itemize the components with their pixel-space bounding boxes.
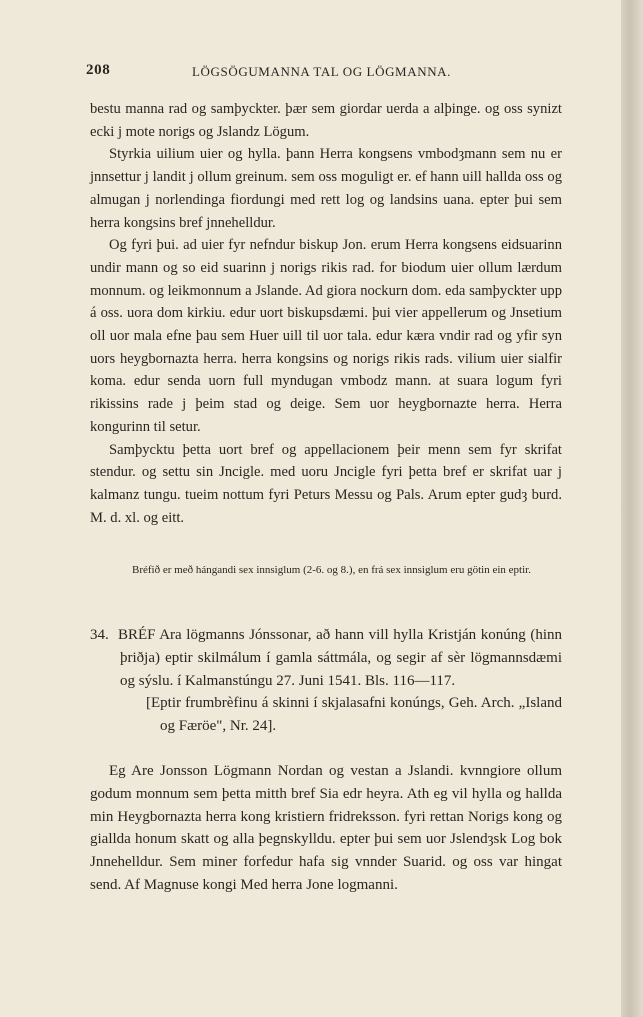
entry-text: Eg Are Jonsson Lögmann Nordan og vestan a Jslandi. kvnngiore ollum godum monnum sem þetta mitth bref Sia edr heyra. Ath eg vil hylla og hallda min Heygbornazta herra kong kristiern fridreksson. fyri rettan Norigs kong og giallda honum skatt og alla þegnskylldu. epter þui sem uor Jslendȝsk Log bok Jnnehelldur. Sem miner forfedur hafa sig vnnder Suarid. og oss var hingat send. Af Magnuse kongi Med herra Jone logmanni. <box>90 762 562 893</box>
letter-continuation <box>90 98 562 529</box>
entry-34 <box>90 624 562 897</box>
running-title: LÖGSÖGUMANNA TAL OG LÖGMANNA. <box>192 64 452 79</box>
paragraph: bestu manna rad og samþyckter. þær sem giordar uerda a alþinge. og oss synizt ecki j mote norigs og Jslandz Lögum. <box>90 101 562 140</box>
page-edge <box>621 0 643 1017</box>
paragraph: Samþycktu þetta uort bref og appellacionem þeir menn sem fyr skrifat stendur. og settu sin Jncigle. med uoru Jncigle fyri þetta bref er skrifat uar j kalmanz tungu. tueim nottum fyri Peturs Messu og Pals. Arum epter gudȝ burd. M. d. xl. og eitt. <box>90 441 562 526</box>
seal-note: Bréfið er með hángandi sex innsiglum (2-6. og 8.), en frá sex innsiglum eru götin ein eptir. <box>132 564 531 576</box>
entry-title: BRÉF Ara lögmanns Jónssonar, að hann vill hylla Kristján konúng (hinn þriðja) eptir skilmálum í gamla sáttmála, og segir af sèr lögmannsdæmi og sýslu. í Kalmanstúngu 27. Juni 1541. Bls. 116—117. <box>117 627 562 689</box>
entry-number: 34. <box>90 627 109 643</box>
paragraph: Og fyri þui. ad uier fyr nefndur biskup Jon. erum Herra kongsens eidsuarinn undir mann og so eid suarinn j norigs rikis rad. for biodum uier ollum lærdum monnum. og leikmonnum a Jslande. Ad giora nockurn dom. eda samþyckter upp á oss. uora dom kirkiu. edur uort biskupsdæmi. þui vier appellerum og Jnsetium oll uor mala efne þau sem Huer uill til uor tala. edur kæra vndir rad og yfir syn uors heygbornazta herra. herra kongsins og norigs rikis rads. vilium uier sialfir koma. edur senda uorn full myndugan vmbodz mann. at suara logum fyri rikissins rade j þeim stad og deige. Sem uor heygbornazte herra. Herra kongurinn til setur. <box>90 237 562 435</box>
paragraph: Styrkia uilium uier og hylla. þann Herra kongsens vmbodȝmann sem nu er jnnsettur j landit j ollum greinum. sem oss moguligt er. ef hann uill hallda oss og almugan j norlendinga fiordungi med rett log og landsins uana. epter þui sem herra kongsins bref jnnehelldur. <box>90 146 562 231</box>
entry-heading <box>90 624 562 692</box>
page-number: 208 <box>86 62 111 78</box>
entry-source: [Eptir frumbrèfinu á skinni í skjalasafni konúngs, Geh. Arch. „Island og Færöe", Nr. 24]. <box>146 695 562 735</box>
